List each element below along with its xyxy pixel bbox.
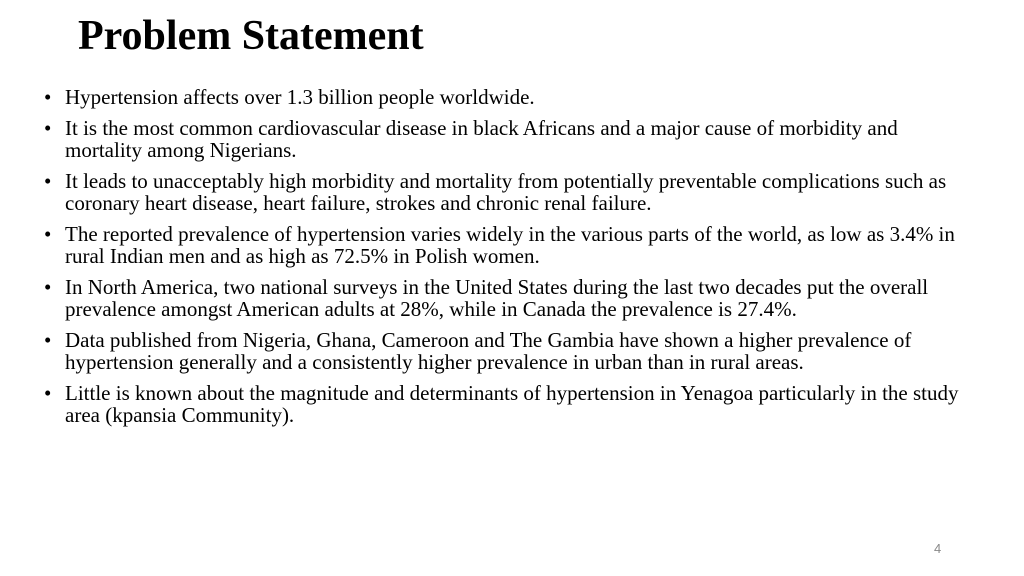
bullet-text: Hypertension affects over 1.3 billion people worldwide. — [65, 85, 535, 109]
bullet-text: Little is known about the magnitude and determinants of hypertension in Yenagoa particularly in the study area (kpansia Community). — [65, 381, 959, 427]
bullet-dot-icon: • — [44, 116, 52, 140]
bullet-item — [44, 170, 974, 214]
bullet-dot-icon: • — [44, 381, 52, 405]
bullet-dot-icon: • — [44, 85, 52, 109]
page-number: 4 — [934, 541, 942, 556]
bullet-item — [44, 86, 974, 108]
bullet-text: In North America, two national surveys in the United States during the last two decades put the overall prevalence amongst American adults at 28%, while in Canada the prevalence is 27.4%. — [65, 275, 929, 321]
slide-title: Problem Statement — [78, 13, 424, 59]
bullet-dot-icon: • — [44, 169, 52, 193]
bullet-item — [44, 382, 974, 426]
bullet-list — [44, 86, 974, 435]
bullet-item — [44, 223, 974, 267]
bullet-text: Data published from Nigeria, Ghana, Cameroon and The Gambia have shown a higher prevalence of hypertension generally and a consistently higher prevalence in urban than in rural areas. — [65, 328, 912, 374]
bullet-item — [44, 276, 974, 320]
bullet-text: It leads to unacceptably high morbidity and mortality from potentially preventable complications such as coronary heart disease, heart failure, strokes and chronic renal failure. — [65, 169, 947, 215]
bullet-dot-icon: • — [44, 328, 52, 352]
bullet-text: The reported prevalence of hypertension varies widely in the various parts of the world, as low as 3.4% in rural Indian men and as high as 72.5% in Polish women. — [65, 222, 955, 268]
bullet-dot-icon: • — [44, 275, 52, 299]
bullet-item — [44, 329, 974, 373]
bullet-item — [44, 117, 974, 161]
bullet-text: It is the most common cardiovascular disease in black Africans and a major cause of morbidity and mortality among Nigerians. — [65, 116, 898, 162]
bullet-dot-icon: • — [44, 222, 52, 246]
